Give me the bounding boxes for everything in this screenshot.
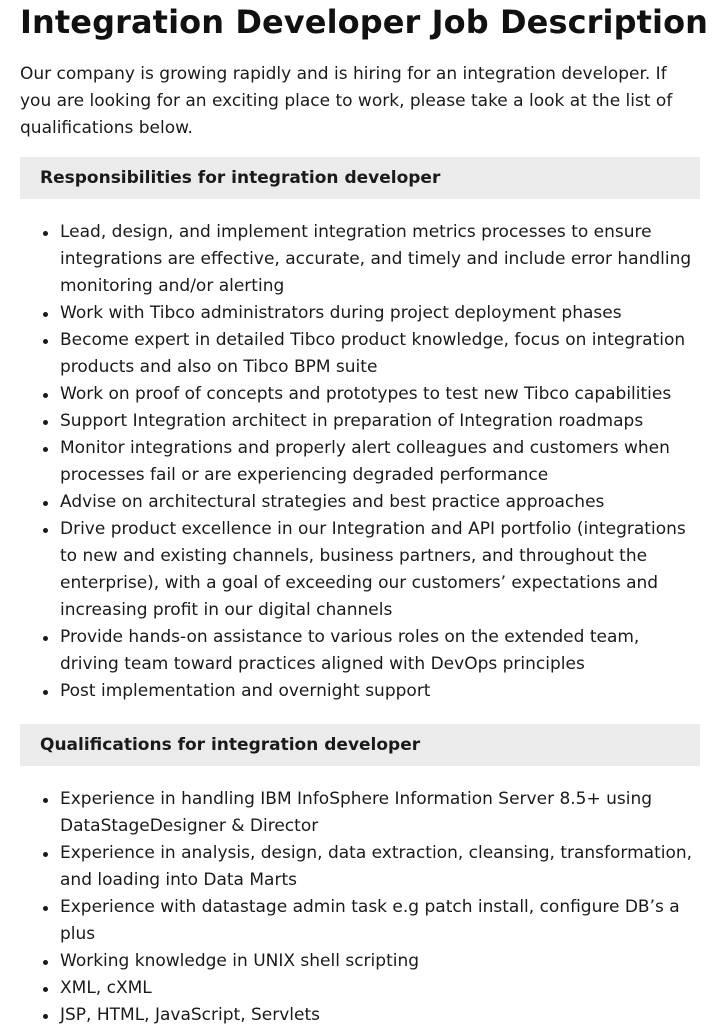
list-item: Drive product excellence in our Integration and API portfolio (integrations to new and existing channels, business partners, and throughout the enterprise), with a goal of exceeding our customers’ expectations and increasing profit in our digital channels (60, 516, 700, 624)
list-item: Advise on architectural strategies and best practice approaches (60, 489, 700, 516)
list-item: Monitor integrations and properly alert colleagues and customers when processes fail or are experiencing degraded performance (60, 435, 700, 489)
list-item: Post implementation and overnight support (60, 678, 700, 705)
list-item: Provide hands-on assistance to various roles on the extended team, driving team toward practices aligned with DevOps principles (60, 624, 700, 678)
list-item: JSP, HTML, JavaScript, Servlets (60, 1002, 700, 1029)
list-item: Working knowledge in UNIX shell scripting (60, 948, 700, 975)
list-item: Experience in handling IBM InfoSphere Information Server 8.5+ using DataStageDesigner & Director (60, 786, 700, 840)
page-title: Integration Developer Job Description (20, 3, 709, 41)
list-item: Lead, design, and implement integration metrics processes to ensure integrations are effective, accurate, and timely and include error handling monitoring and/or alerting (60, 219, 700, 300)
qualifications-list (20, 786, 700, 1029)
intro-paragraph: Our company is growing rapidly and is hiring for an integration developer. If you are looking for an exciting place to work, please take a look at the list of qualifications below. (20, 64, 673, 138)
responsibilities-heading: Responsibilities for integration developer (20, 157, 700, 199)
list-item: XML, cXML (60, 975, 700, 1002)
list-item: Experience in analysis, design, data extraction, cleansing, transformation, and loading into Data Marts (60, 840, 700, 894)
list-item: Work on proof of concepts and prototypes to test new Tibco capabilities (60, 381, 700, 408)
list-item: Work with Tibco administrators during project deployment phases (60, 300, 700, 327)
list-item: Become expert in detailed Tibco product knowledge, focus on integration products and also on Tibco BPM suite (60, 327, 700, 381)
list-item: Experience with datastage admin task e.g patch install, configure DB’s a plus (60, 894, 700, 948)
qualifications-heading: Qualifications for integration developer (20, 724, 700, 766)
responsibilities-list (20, 219, 700, 705)
list-item: Support Integration architect in preparation of Integration roadmaps (60, 408, 700, 435)
